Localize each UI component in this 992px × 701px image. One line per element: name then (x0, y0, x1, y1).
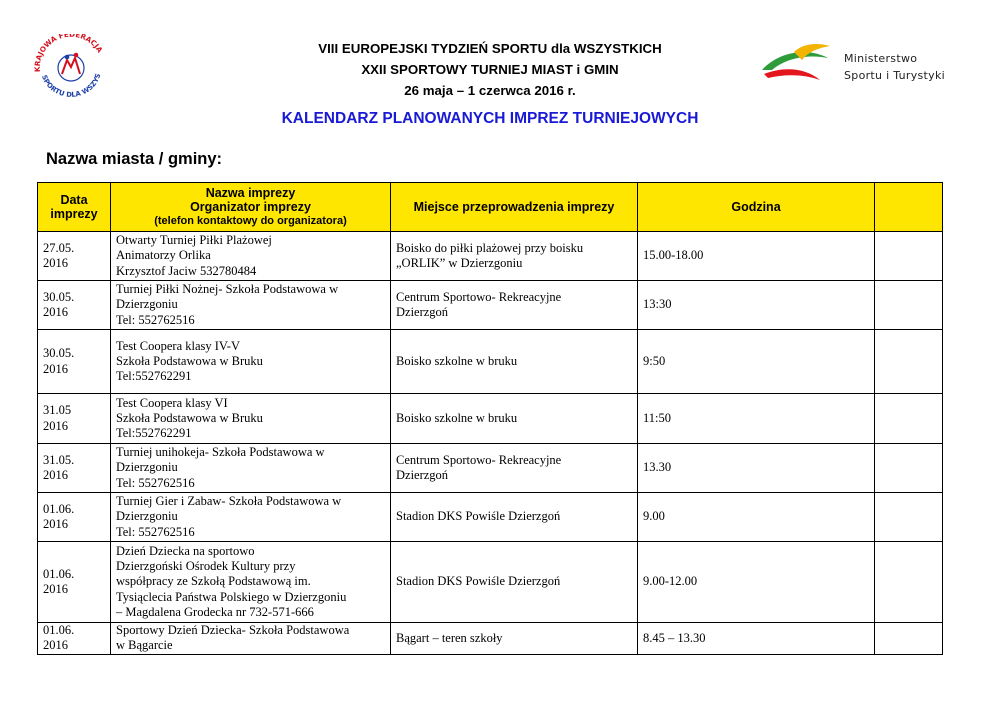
header-date-line-2: imprezy (50, 207, 98, 221)
calendar-subtitle: KALENDARZ PLANOWANYCH IMPREZ TURNIEJOWYCH (281, 110, 699, 127)
page-header (0, 0, 992, 140)
cell-event-name (111, 330, 391, 394)
cell-place (391, 330, 638, 394)
table-row (38, 542, 943, 623)
cell-date (38, 232, 111, 281)
cell-event-name-line: Tysiąclecia Państwa Polskiego w Dzierzgoniu (116, 589, 347, 604)
svg-text:SPORTU DLA WSZYSTKICH: SPORTU DLA WSZYS (40, 72, 103, 99)
cell-event-name-line: Animatorzy Orlika (116, 248, 211, 263)
cell-date-line-1: 01.06. (43, 501, 75, 516)
cell-event-name-line: Otwarty Turniej Piłki Plażowej (116, 233, 272, 248)
cell-date-line-1: 27.05. (43, 240, 75, 255)
cell-date-line-1: 01.06. (43, 623, 75, 637)
ministry-logo (758, 40, 958, 100)
cell-place-line: Dzierzgoń (396, 468, 449, 482)
cell-place-line: „ORLIK” w Dzierzgoniu (396, 256, 523, 270)
cell-date-line-1: 01.06. (43, 566, 75, 581)
cell-event-name-line: – Magdalena Grodecka nr 732-571-666 (116, 604, 314, 619)
cell-extra (875, 493, 943, 542)
cell-event-name-line: Turniej Gier i Zabaw- Szkoła Podstawowa w (116, 494, 342, 509)
cell-place-line: Stadion DKS Powiśle Dzierzgoń (396, 574, 561, 589)
cell-place (391, 493, 638, 542)
ministry-name (844, 50, 945, 84)
cell-event-name (111, 623, 391, 655)
cell-event-name-line: współpracy ze Szkołą Podstawową im. (116, 574, 311, 589)
cell-extra (875, 330, 943, 394)
cell-event-name-line: Dzień Dziecka na sportowo (116, 543, 255, 558)
cell-event-name-line: Dzierzgoniu (116, 509, 178, 524)
cell-date-line-2: 2016 (43, 361, 68, 376)
cell-date (38, 394, 111, 444)
cell-date (38, 542, 111, 623)
cell-event-name-line: Sportowy Dzień Dziecka- Szkoła Podstawowa (116, 623, 350, 637)
cell-hour: 9:50 (638, 330, 875, 394)
cell-date-line-1: 30.05. (43, 346, 75, 361)
federation-logo (32, 34, 110, 102)
cell-event-name-line: Dzierzgoński Ośrodek Kultury przy (116, 559, 296, 574)
table-row (38, 330, 943, 394)
cell-extra (875, 623, 943, 655)
cell-event-name-line: Tel: 552762516 (116, 524, 195, 539)
header-titles (150, 38, 830, 101)
cell-place-line: Boisko szkolne w bruku (396, 410, 518, 425)
cell-event-name-line: Tel:552762291 (116, 369, 192, 384)
cell-event-name (111, 444, 391, 493)
header-title-line-3: 26 maja – 1 czerwca 2016 r. (404, 83, 576, 98)
cell-date (38, 623, 111, 655)
header-name-line-2: Organizator imprezy (190, 200, 311, 214)
events-table (37, 182, 943, 655)
cell-date (38, 493, 111, 542)
cell-extra (875, 394, 943, 444)
table-row (38, 623, 943, 655)
cell-event-name-line: Tel: 552762516 (116, 312, 195, 327)
table-row (38, 394, 943, 444)
cell-place (391, 444, 638, 493)
cell-place (391, 623, 638, 655)
cell-date-line-2: 2016 (43, 582, 68, 596)
cell-event-name-line: Test Coopera klasy IV-V (116, 338, 240, 353)
cell-date-line-2: 2016 (43, 418, 68, 433)
cell-event-name (111, 232, 391, 281)
cell-event-name-line: Turniej unihokeja- Szkoła Podstawowa w (116, 445, 325, 460)
cell-extra (875, 232, 943, 281)
header-name-line-3: (telefon kontaktowy do organizatora) (154, 215, 347, 227)
cell-event-name (111, 493, 391, 542)
cell-date-line-2: 2016 (43, 256, 68, 270)
cell-event-name-line: Dzierzgoniu (116, 297, 178, 312)
cell-event-name (111, 281, 391, 330)
cell-event-name-line: Krzysztof Jaciw 532780484 (116, 263, 257, 278)
cell-hour: 13:30 (638, 281, 875, 330)
cell-place-line: Bągart – teren szkoły (396, 630, 503, 645)
cell-event-name-line: w Bągarcie (116, 638, 173, 653)
cell-event-name-line: Test Coopera klasy VI (116, 395, 228, 410)
cell-date-line-2: 2016 (43, 638, 68, 653)
cell-extra (875, 542, 943, 623)
header-title-line-2: XXII SPORTOWY TURNIEJ MIAST i GMIN (361, 62, 619, 77)
cell-date (38, 330, 111, 394)
header-extra (875, 183, 943, 232)
cell-hour: 9.00 (638, 493, 875, 542)
table-row (38, 493, 943, 542)
cell-event-name-line: Tel:552762291 (116, 426, 192, 441)
svg-text:KRAJOWA FEDERACJA: KRAJOWA FEDERACJA (32, 34, 105, 73)
header-name-line-1: Nazwa imprezy (205, 186, 296, 200)
header-date-line-1: Data (60, 193, 88, 207)
cell-hour: 13.30 (638, 444, 875, 493)
cell-place-line: Centrum Sportowo- Rekreacyjne (396, 452, 562, 467)
cell-date (38, 444, 111, 493)
ministry-name-line-2: Sportu i Turystyki (844, 69, 945, 82)
cell-place (391, 542, 638, 623)
cell-extra (875, 281, 943, 330)
cell-event-name-line: Szkoła Podstawowa w Bruku (116, 410, 263, 425)
cell-event-name-line: Szkoła Podstawowa w Bruku (116, 353, 263, 368)
table-row (38, 281, 943, 330)
cell-date-line-2: 2016 (43, 305, 68, 319)
cell-date (38, 281, 111, 330)
cell-date-line-1: 31.05 (43, 403, 72, 418)
cell-date-line-2: 2016 (43, 468, 68, 482)
cell-date-line-1: 30.05. (43, 289, 75, 304)
header-event-name (111, 183, 391, 232)
cell-event-name-line: Turniej Piłki Nożnej- Szkoła Podstawowa w (116, 282, 339, 297)
cell-hour: 15.00-18.00 (638, 232, 875, 281)
cell-place (391, 394, 638, 444)
cell-hour: 11:50 (638, 394, 875, 444)
cell-place (391, 281, 638, 330)
cell-place-line: Boisko szkolne w bruku (396, 353, 518, 368)
header-date (38, 183, 111, 232)
table-row (38, 444, 943, 493)
cell-place (391, 232, 638, 281)
table-header-row (38, 183, 943, 232)
cell-place-line: Boisko do piłki plażowej przy boisku (396, 240, 584, 255)
cell-event-name-line: Dzierzgoniu (116, 460, 178, 475)
cell-hour: 9.00-12.00 (638, 542, 875, 623)
cell-place-line: Centrum Sportowo- Rekreacyjne (396, 289, 562, 304)
header-title-line-1: VIII EUROPEJSKI TYDZIEŃ SPORTU dla WSZYSTKICH (318, 41, 662, 56)
table-row (38, 232, 943, 281)
cell-event-name-line: Tel: 552762516 (116, 475, 195, 490)
cell-place-line: Dzierzgoń (396, 305, 449, 319)
cell-date-line-2: 2016 (43, 517, 68, 531)
header-place: Miejsce przeprowadzenia imprezy (391, 183, 638, 232)
ministry-name-line-1: Ministerstwo (844, 52, 918, 65)
cell-date-line-1: 31.05. (43, 452, 75, 467)
cell-hour: 8.45 – 13.30 (638, 623, 875, 655)
cell-place-line: Stadion DKS Powiśle Dzierzgoń (396, 509, 561, 524)
cell-event-name (111, 542, 391, 623)
header-hour: Godzina (638, 183, 875, 232)
cell-extra (875, 444, 943, 493)
cell-event-name (111, 394, 391, 444)
city-label: Nazwa miasta / gminy: (46, 150, 223, 168)
